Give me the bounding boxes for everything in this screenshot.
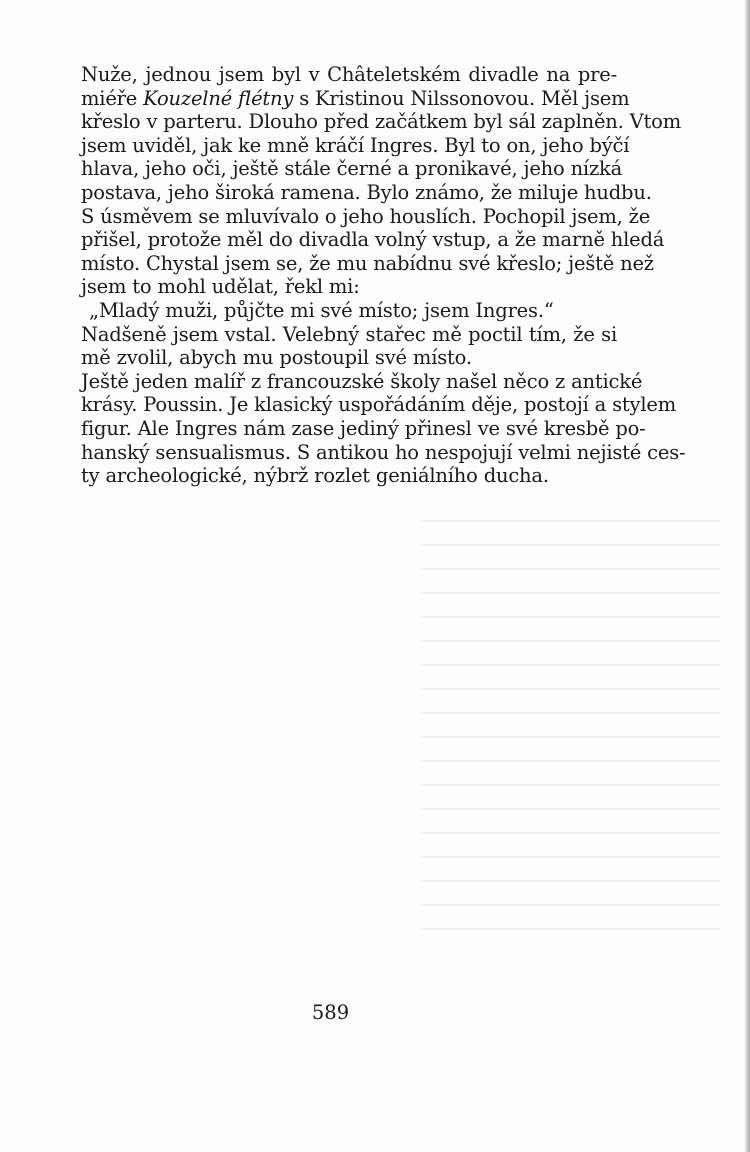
quote-line: „Mladý muži, půjčte mi své místo; jsem Ingres.“ <box>89 298 554 322</box>
text-line: ty archeologické, nýbrž rozlet geniálního ducha. <box>81 464 549 488</box>
text-line: jsem to mohl udělat, řekl mi: <box>81 275 360 299</box>
page-number: 589 <box>311 1001 350 1024</box>
text-line: figur. Ale Ingres nám zase jediný přinesl ve své kresbě po- <box>81 416 646 440</box>
page-edge <box>744 0 750 1152</box>
text-fragment: s Kristinou Nilssonovou. Měl jsem <box>293 86 630 110</box>
body-text <box>81 63 686 488</box>
text-line: hlava, jeho oči, ještě stále černé a pronikavé, jeho nízká <box>81 157 623 181</box>
text-line: místo. Chystal jsem se, že mu nabídnu své křeslo; ještě než <box>81 251 654 275</box>
text-fragment: miéře <box>81 86 144 110</box>
text-line: S úsměvem se mluvívalo o jeho houslích. Pochopil jsem, že <box>81 204 651 228</box>
text-line: krásy. Poussin. Je klasický uspořádáním děje, postojí a stylem <box>81 393 677 417</box>
text-line: Ještě jeden malíř z francouzské školy našel něco z antické <box>81 369 643 393</box>
text-line: jsem uviděl, jak ke mně kráčí Ingres. Byl to on, jeho býčí <box>81 133 630 157</box>
work-title: Kouzelné flétny <box>143 86 294 110</box>
text-line: křeslo v parteru. Dlouho před začátkem byl sál zaplněn. Vtom <box>81 110 682 134</box>
text-line: Nuže, jednou jsem byl v Châteletském divadle na pre- <box>81 63 617 86</box>
text-line: Nadšeně jsem vstal. Velebný stařec mě poctil tím, že si <box>81 322 617 346</box>
text-line <box>81 86 630 111</box>
text-line: hanský sensualismus. S antikou ho nespojují velmi nejisté ces- <box>81 440 686 464</box>
bleed-through <box>420 520 720 960</box>
text-line: mě zvolil, abych mu postoupil své místo. <box>81 346 472 370</box>
text-line: postava, jeho široká ramena. Bylo známo, že miluje hudbu. <box>81 180 652 204</box>
text-line: přišel, protože měl do divadla volný vstup, a že marně hledá <box>81 228 665 252</box>
